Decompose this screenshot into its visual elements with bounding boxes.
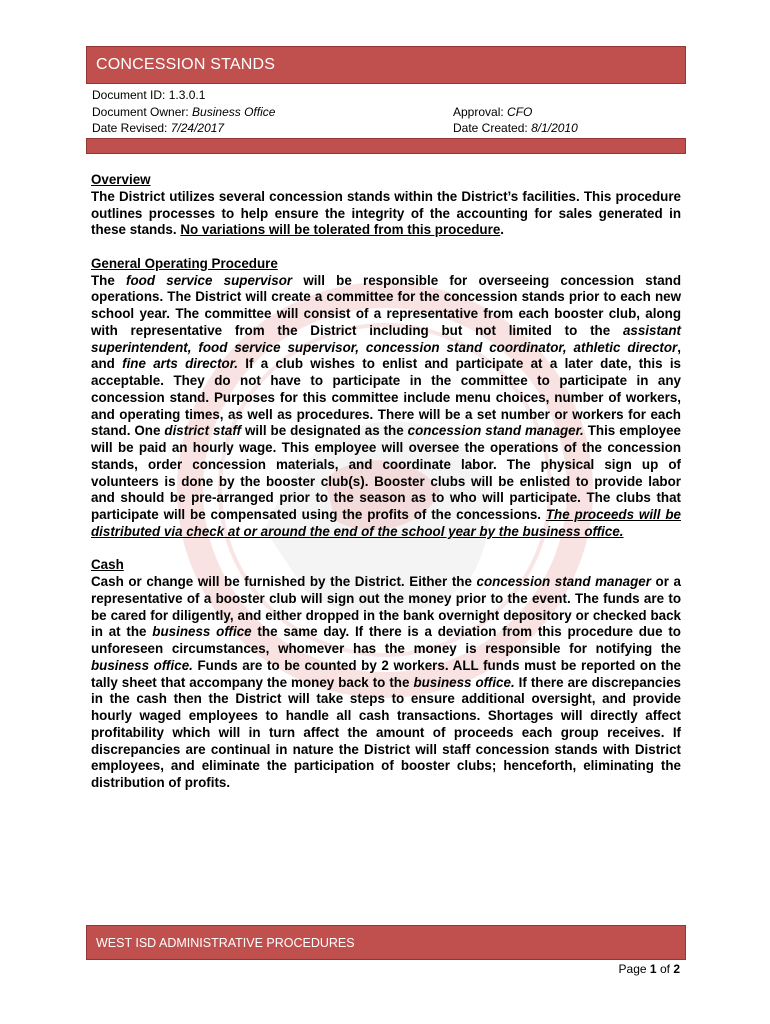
general-text-4: If a club wishes to enlist and participate at a later date, this is acceptable. They do not have to participate in the committee to participate in any concession stand. Purposes for this committee include menu choices, number of workers, and operating times, as well as procedures. There will be a set number or workers for each stand. One	[91, 356, 681, 439]
cash-text-3: the same day. If there is a deviation from this procedure due to unforeseen circumstances, whomever has the money is responsible for notifying the	[91, 624, 681, 656]
doc-id-label: Document ID:	[92, 88, 166, 102]
page-label: Page	[618, 962, 647, 976]
general-emphasis: The proceeds will be distributed via check at or around the end of the school year by the business office.	[91, 507, 681, 539]
meta-row-2	[92, 104, 682, 121]
general-italic-2: assistant superintendent, food service supervisor, concession stand coordinator, athletic director	[91, 322, 681, 355]
approval-field	[453, 104, 532, 121]
revised-label: Date Revised:	[92, 121, 168, 135]
general-italic-3: fine arts director.	[122, 356, 238, 372]
overview-paragraph	[91, 189, 681, 239]
cash-text-5: If there are discrepancies in the cash then the District will take steps to ensure additional oversight, and provide hourly waged employees to handle all cash transactions. Shortages will directly affect profitability which will in turn affect the amount of proceeds each group receives. If discrepancies are continual in nature the District will staff concession stands with District employees, and eliminate the participation of booster clubs; henceforth, eliminating the distribution of profits.	[91, 674, 681, 790]
cash-heading: Cash	[91, 557, 124, 573]
revised-value: 7/24/2017	[170, 121, 225, 135]
cash-paragraph	[91, 574, 681, 792]
cash-text-2: or a representative of a booster club will sign out the money prior to the event. The funds are to be cared for diligently, and either dropped in the bank overnight depository or checked back in at the	[91, 574, 681, 640]
general-text-3: , and	[91, 339, 681, 372]
separator-bar	[86, 138, 686, 154]
page-title: CONCESSION STANDS	[96, 56, 276, 73]
approval-value: CFO	[507, 104, 533, 119]
general-italic-1: food service supervisor	[126, 272, 293, 288]
overview-end: .	[500, 222, 504, 238]
document-body	[91, 172, 681, 792]
cash-italic-2: business office	[152, 624, 252, 640]
page-number	[619, 962, 680, 976]
cash-italic-3: business office.	[91, 657, 193, 673]
doc-id-value: 1.3.0.1	[168, 88, 206, 102]
meta-row-3	[92, 120, 682, 137]
overview-text: The District utilizes several concession stands within the District’s facilities. This procedure outlines processes to help ensure the integrity of the accounting for sales generated in these stands.	[91, 188, 681, 238]
footer-bar	[86, 925, 686, 960]
title-bar	[86, 46, 686, 84]
general-text-1: The	[91, 272, 127, 288]
general-paragraph	[91, 273, 681, 541]
created-field	[453, 120, 578, 137]
meta-row-1	[92, 87, 682, 104]
overview-heading: Overview	[91, 172, 151, 187]
general-text-5: will be designated as the	[241, 423, 408, 439]
owner-label: Document Owner:	[92, 104, 189, 119]
cash-italic-1: concession stand manager	[476, 574, 651, 589]
cash-italic-4: business office.	[413, 674, 515, 690]
document-meta	[92, 87, 682, 137]
overview-emphasis: No variations will be tolerated from this procedure	[180, 222, 501, 238]
cash-text-1: Cash or change will be furnished by the District. Either the	[91, 574, 477, 589]
owner-value: Business Office	[192, 104, 276, 119]
page-of-label: of	[659, 962, 670, 976]
created-value: 8/1/2010	[531, 121, 578, 135]
approval-label: Approval:	[453, 104, 504, 119]
footer-title: WEST ISD ADMINISTRATIVE PROCEDURES	[96, 936, 355, 950]
general-text-6: This employee will be paid an hourly wage. This employee will oversee the operations of the concession stands, order concession materials, and coordinate labor. The physical sign up of volunteers is done by the booster club(s). Booster clubs will be enlisted to provide labor and should be pre-arranged prior to the season as to who will participate. The clubs that participate will be compensated using the profits of the concessions.	[91, 423, 681, 522]
general-italic-4: district staff	[164, 423, 242, 439]
general-heading: General Operating Procedure	[91, 255, 278, 271]
cash-text-4: Funds are to be counted by 2 workers. ALL funds must be reported on the tally sheet that accompany the money back to the	[91, 657, 681, 690]
general-italic-5: concession stand manager.	[407, 423, 584, 439]
page-current: 1	[649, 962, 657, 976]
page-total: 2	[673, 962, 680, 976]
general-text-2: will be responsible for overseeing concession stand operations. The District will create a committee for the concession stands prior to each new school year. The committee will consist of a representative from each booster club, along with representative from the District including but not limited to the	[91, 272, 681, 338]
created-label: Date Created:	[453, 121, 528, 135]
